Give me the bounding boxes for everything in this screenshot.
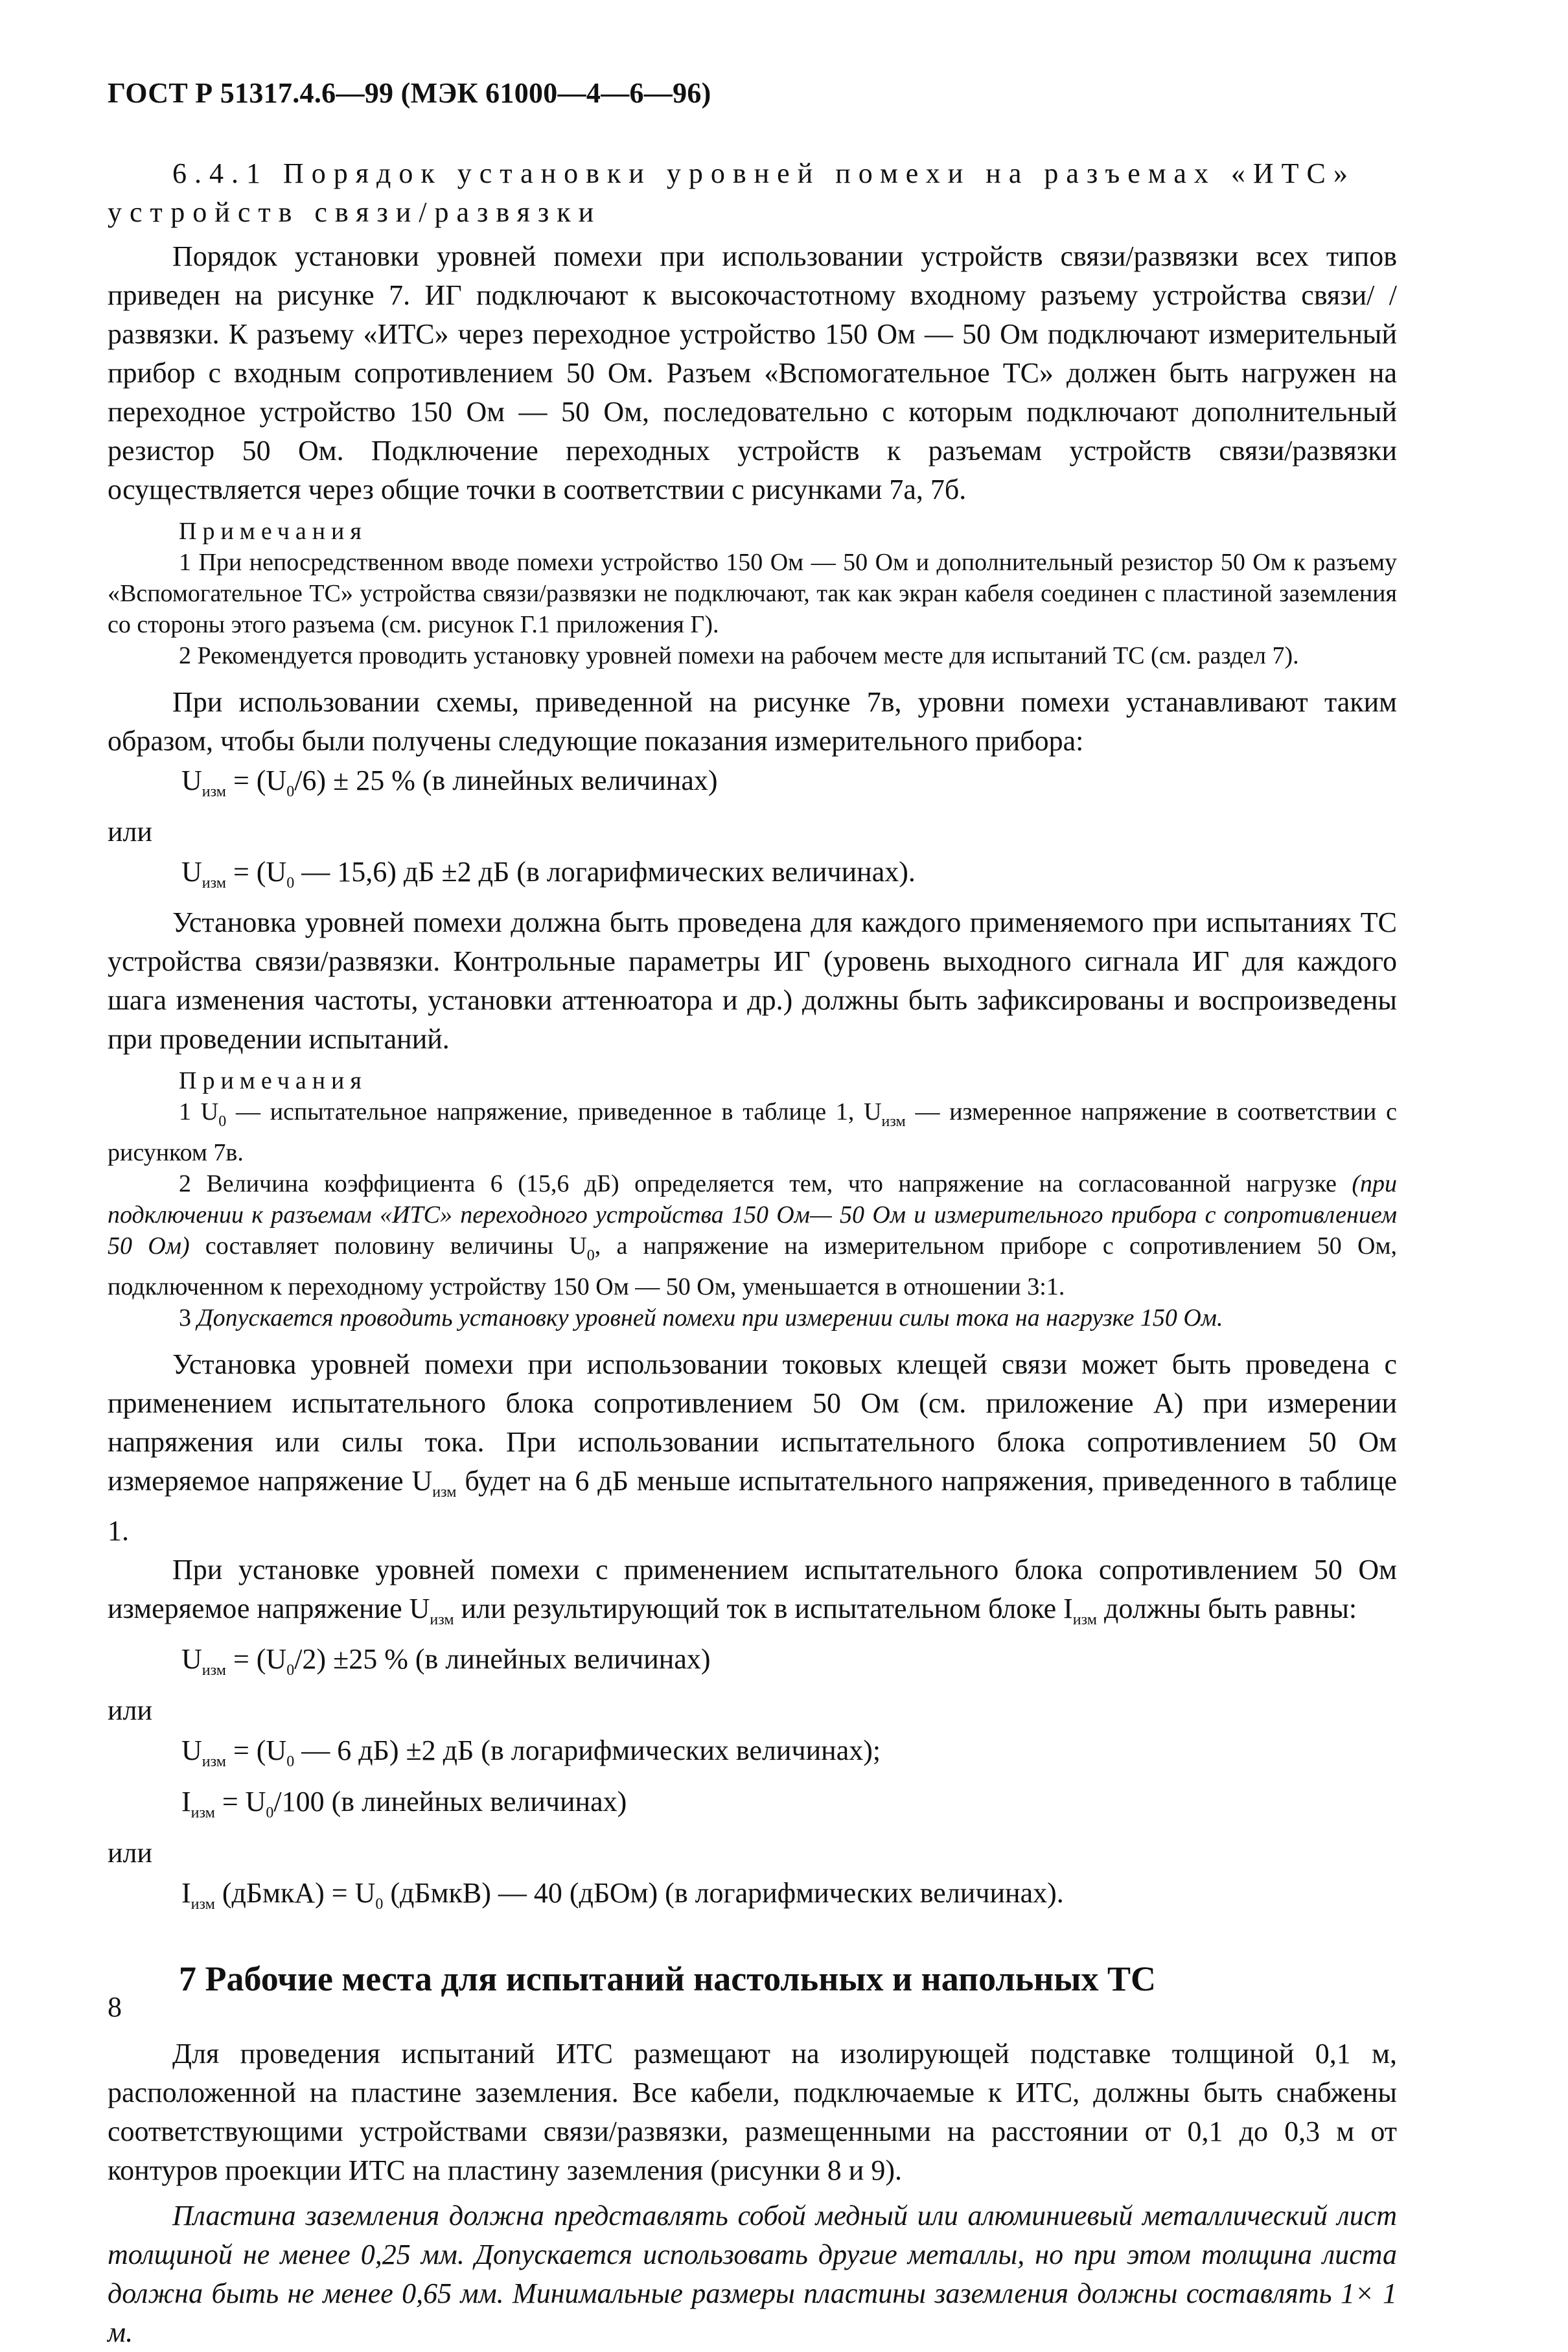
subsection-heading-6-4-1: 6.4.1 Порядок установки уровней помехи на разъемах «ИТС» устройств связи/развязки [108, 157, 1355, 228]
notes-title: Примечания [179, 1067, 367, 1094]
or-connector: или [108, 1694, 153, 1726]
note-item: 1 При непосредственном вводе помехи устройство 150 Ом — 50 Ом и дополнительный резистор 50 Ом к разъему «Вспомогательное ТС» устройства связи/развязки не подключают, так как экран кабеля соединен с пластиной заземления со стороны этого разъема (см. рисунок Г.1 приложения Г). [108, 549, 1397, 638]
paragraph: При использовании схемы, приведенной на рисунке 7в, уровни помехи устанавливают таким образом, чтобы были получены следующие показания измерительного прибора: [108, 686, 1397, 757]
or-connector: или [108, 816, 153, 847]
page-content [108, 154, 1397, 2352]
paragraph: Установка уровней помехи должна быть проведена для каждого применяемого при испытаниях ТС устройства связи/развязки. Контрольные параметры ИГ (уровень выходного сигнала ИГ для каждого шага изменения частоты, установки аттенюатора и др.) должны быть зафиксированы и воспроизведены при проведении испытаний. [108, 906, 1397, 1055]
formula: $I_{изм}$ (дБмкА) = $U_0$ (дБмкВ) — 40 (дБОм) (в логарифмических величинах). [181, 1877, 1064, 1913]
note-item: 2 Рекомендуется проводить установку уровней помехи на рабочем месте для испытаний ТС (см. раздел 7). [179, 642, 1299, 669]
paragraph: Для проведения испытаний ИТС размещают на изолирующей подставке толщиной 0,1 м, расположенной на пластине заземления. Все кабели, подключаемые к ИТС, должны быть снабжены соответствующими устройствами связи/развязки, размещенными на расстоянии от 0,1 до 0,3 м от контуров проекции ИТС на пластину заземления (рисунки 8 и 9). [108, 2038, 1397, 2186]
formula: $I_{изм} = U_0/100$ (в линейных величинах) [181, 1786, 627, 1821]
paragraph: При установке уровней помехи с применением испытательного блока сопротивлением 50 Ом измеряемое напряжение $U_{изм}$ или результирующий ток в испытательном блоке $I_{изм}$ должны быть равны: [108, 1554, 1397, 1628]
section-title-7: 7 Рабочие места для испытаний настольных и напольных ТС [179, 1959, 1157, 1998]
note-item: 3 Допускается проводить установку уровней помехи при измерении силы тока на нагрузке 150 Ом. [179, 1304, 1223, 1332]
formula: $U_{изм} = (U_0/2) \pm 25$ % (в линейных величинах) [181, 1643, 711, 1679]
document-header: ГОСТ Р 51317.4.6—99 (МЭК 61000—4—6—96) [108, 77, 711, 109]
formula: $U_{изм} = (U_0/6) \pm 25$ % (в линейных величинах) [181, 765, 718, 800]
formula: $U_{изм} = (U_0$ — 6 дБ) ±2 дБ (в логарифмических величинах); [181, 1735, 881, 1770]
formula: $U_{изм} = (U_0$ — 15,6) дБ ±2 дБ (в логарифмических величинах). [181, 856, 916, 892]
notes-title: Примечания [179, 518, 367, 545]
paragraph: Порядок установки уровней помехи при использовании устройств связи/развязки всех типов приведен на рисунке 7. ИГ подключают к высокочастотному входному разъему устройства связи/ /развязки. К разъему «ИТС» через переходное устройство 150 Ом — 50 Ом подключают измерительный прибор с входным сопротивлением 50 Ом. Разъем «Вспомогательное ТС» должен быть нагружен на переходное устройство 150 Ом — 50 Ом, последовательно с которым подключают дополнительный резистор 50 Ом. Подключение переходных устройств к разъемам устройств связи/развязки осуществляется через общие точки в соответствии с рисунками 7а, 7б. [108, 240, 1397, 505]
note-item: 2 Величина коэффициента 6 (15,6 дБ) определяется тем, что напряжение на согласованной нагрузке (при подключении к разъемам «ИТС» переходного устройства 150 Ом— 50 Ом и измерительного прибора с сопротивлением 50 Ом) составляет половину величины $U_0$, а напряжение на измерительном приборе с сопротивлением 50 Ом, подключенном к переходному устройству 150 Ом — 50 Ом, уменьшается в отношении 3:1. [108, 1170, 1397, 1300]
paragraph-italic: Пластина заземления должна представлять собой медный или алюминиевый металлический лист толщиной не менее 0,25 мм. Допускается использовать другие металлы, но при этом толщина листа должна быть не менее 0,65 мм. Минимальные размеры пластины заземления должны составлять 1× 1 м. [108, 2200, 1397, 2348]
page-number: 8 [108, 1991, 122, 2023]
note-item: 1 $U_0$ — испытательное напряжение, приведенное в таблице 1, $U_{изм}$ — измеренное напряжение в соответствии с рисунком 7в. [108, 1098, 1398, 1166]
paragraph: Установка уровней помехи при использовании токовых клещей связи может быть проведена с применением испытательного блока сопротивлением 50 Ом (см. приложение А) при измерении напряжения или силы тока. При использовании испытательного блока сопротивлением 50 Ом измеряемое напряжение $U_{изм}$ будет на 6 дБ меньше испытательного напряжения, приведенного в таблице 1. [108, 1348, 1397, 1547]
or-connector: или [108, 1837, 153, 1869]
